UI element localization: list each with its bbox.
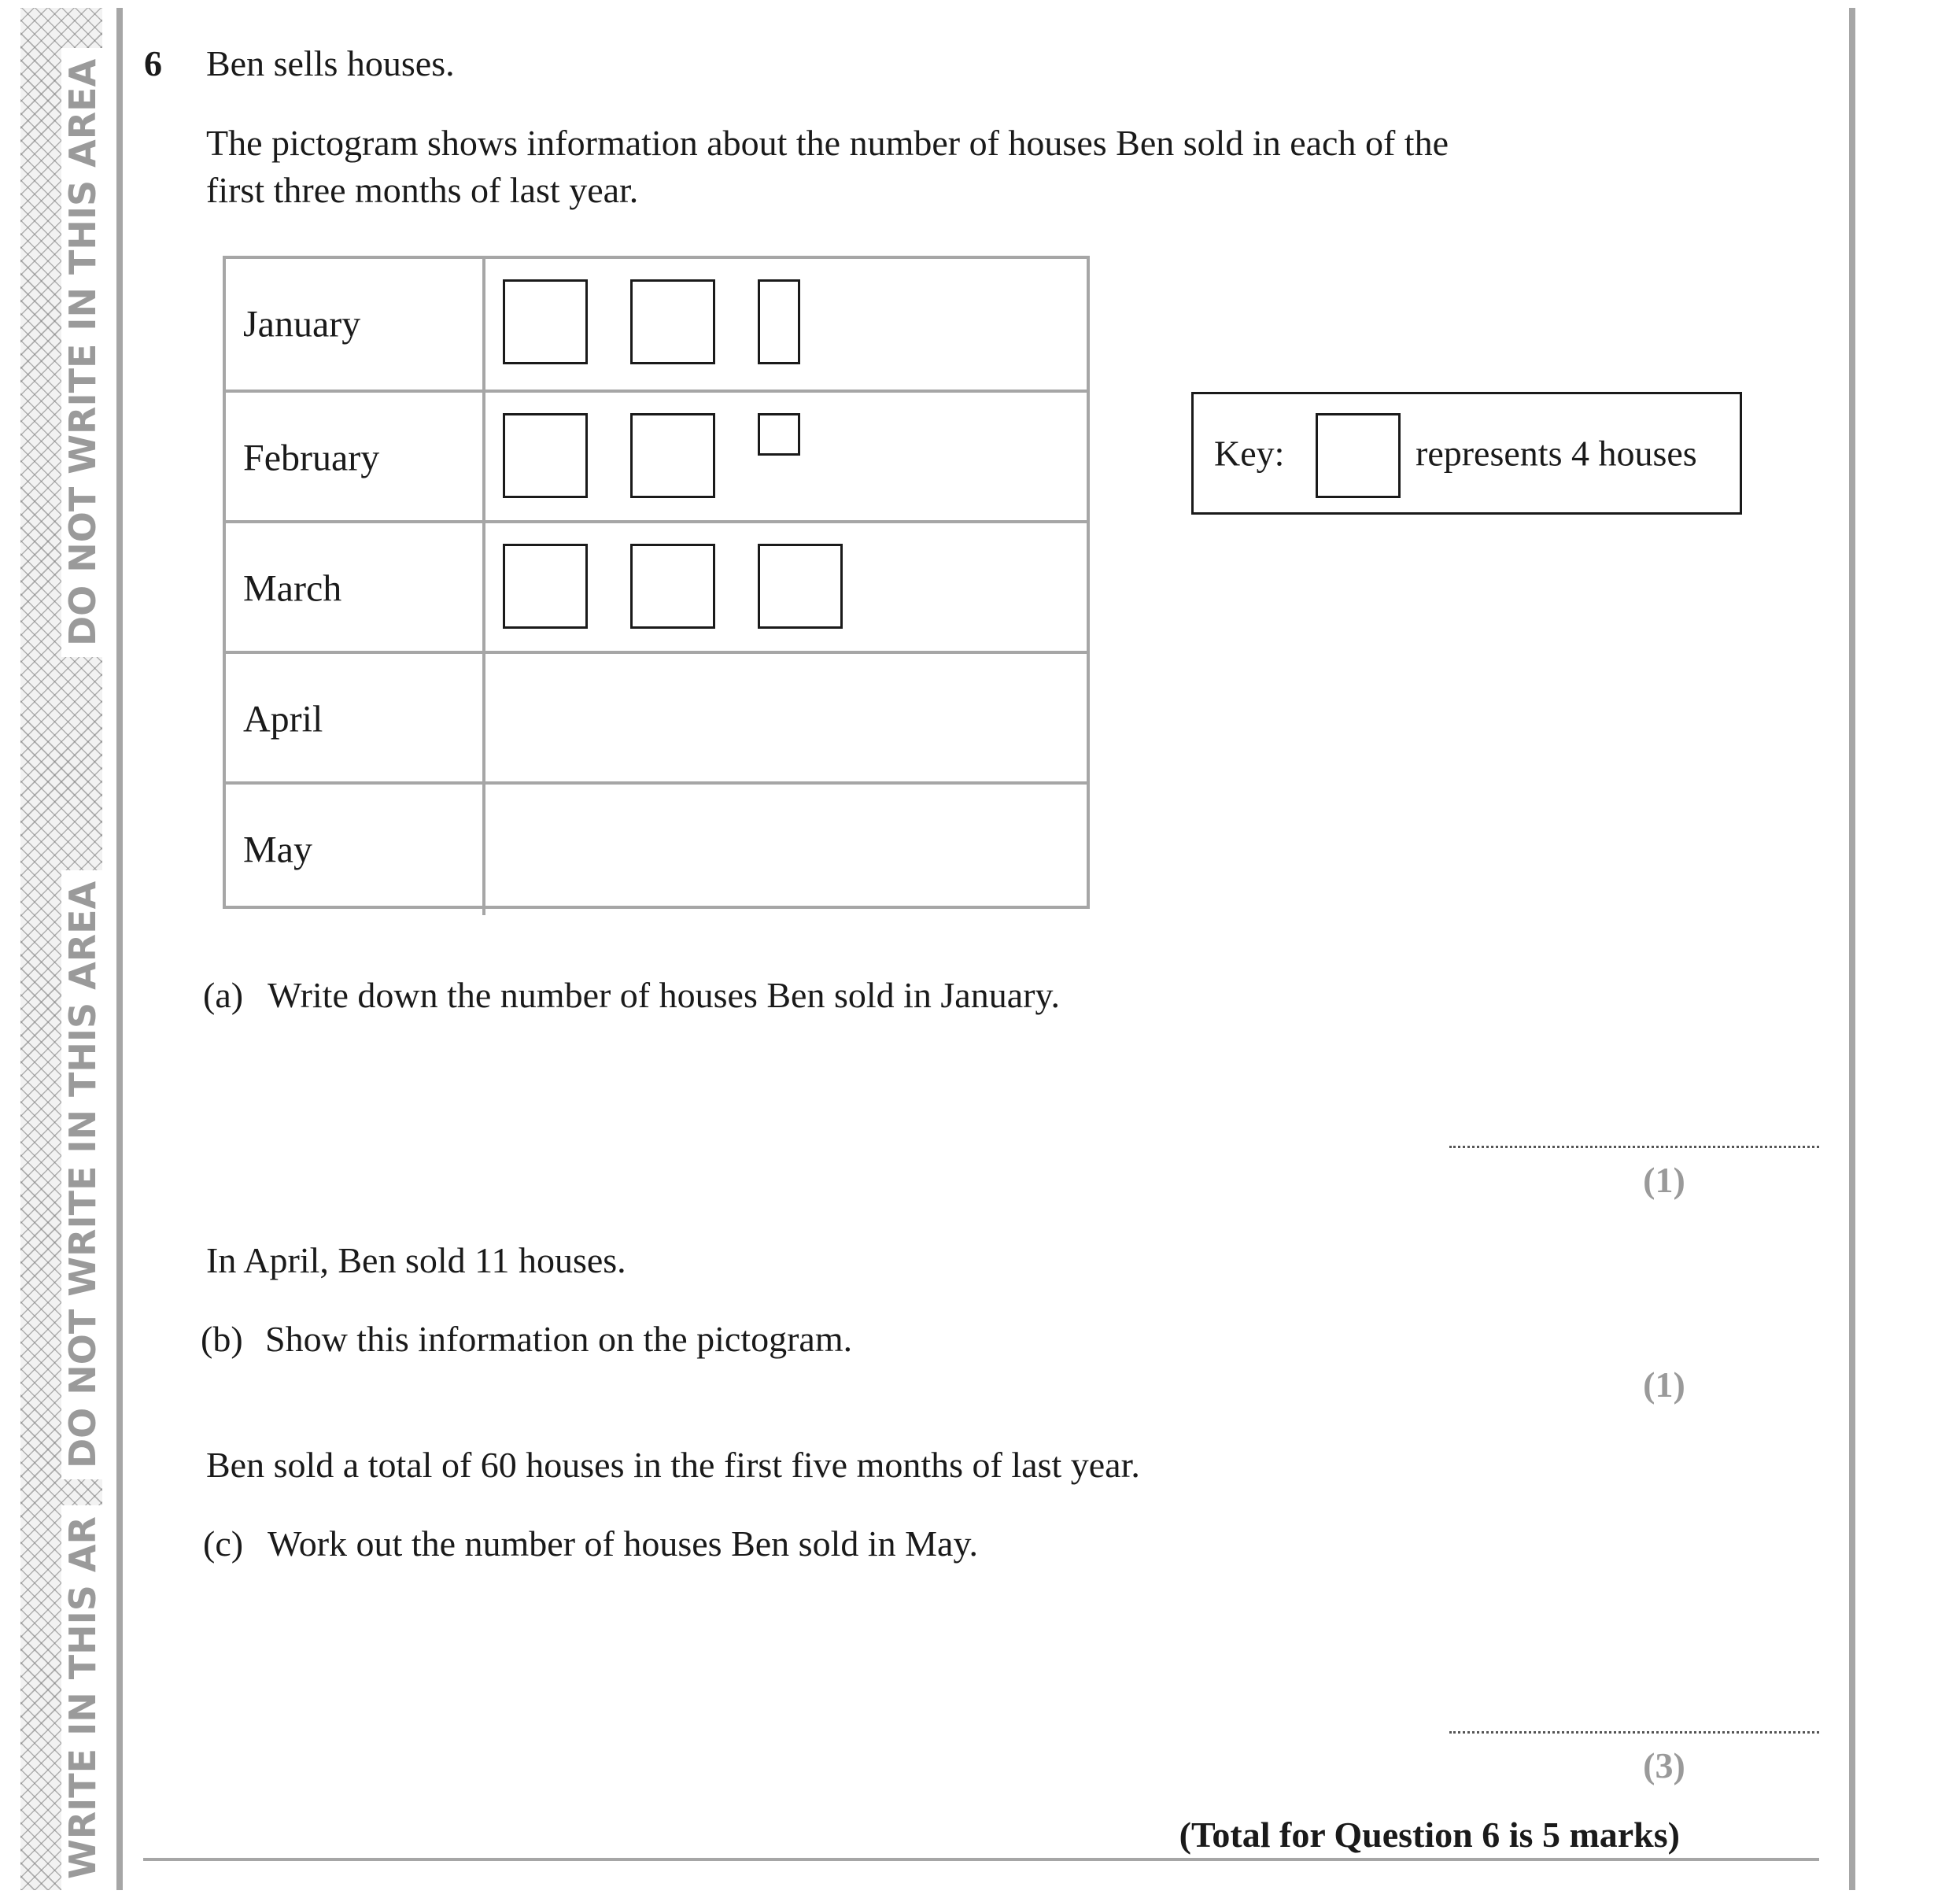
part-a-answer-line[interactable]	[1449, 1146, 1819, 1148]
part-c-context: Ben sold a total of 60 houses in the first five months of last year.	[206, 1445, 1140, 1485]
bottom-rule	[143, 1858, 1819, 1861]
house-symbol	[758, 413, 800, 456]
pictogram-row-april	[226, 651, 1087, 785]
key-label: Key:	[1214, 433, 1285, 474]
part-c-answer-line[interactable]	[1449, 1731, 1819, 1734]
pictogram-key	[1191, 392, 1742, 515]
month-cell	[226, 393, 485, 523]
part-b-letter: (b)	[201, 1319, 243, 1359]
house-symbol	[758, 544, 843, 629]
left-margin-rule	[116, 8, 123, 1890]
part-b-context: In April, Ben sold 11 houses.	[206, 1240, 626, 1280]
question-description-line1: The pictogram shows information about the number of houses Ben sold in each of the	[206, 123, 1449, 163]
symbol-cell[interactable]	[485, 654, 1087, 785]
question-intro: Ben sells houses.	[206, 43, 455, 83]
margin-notice-top: DO NOT WRITE IN THIS AREA	[61, 48, 104, 657]
part-a-marks: (1)	[1643, 1160, 1685, 1200]
question-total: (Total for Question 6 is 5 marks)	[1179, 1815, 1680, 1855]
part-b-text: Show this information on the pictogram.	[265, 1319, 853, 1359]
symbol-cell[interactable]	[485, 393, 1087, 523]
symbol-cell[interactable]	[485, 259, 1087, 390]
part-a-text: Write down the number of houses Ben sold in January.	[268, 975, 1060, 1015]
month-cell	[226, 654, 485, 785]
margin-notice-bottom: WRITE IN THIS AR	[61, 1505, 104, 1890]
house-symbol	[758, 279, 800, 364]
part-c-question	[203, 1521, 978, 1567]
house-symbol	[630, 413, 715, 498]
pictogram-row-may	[226, 781, 1087, 915]
part-b-marks: (1)	[1643, 1364, 1685, 1405]
pictogram-row-march	[226, 520, 1087, 654]
house-symbol	[503, 544, 588, 629]
month-label: May	[243, 829, 312, 871]
part-c-letter: (c)	[203, 1523, 244, 1564]
house-symbol	[503, 279, 588, 364]
house-symbol	[630, 279, 715, 364]
pictogram-row-january	[226, 259, 1087, 390]
month-label: April	[243, 698, 323, 740]
house-symbol	[503, 413, 588, 498]
month-cell	[226, 785, 485, 915]
pictogram-row-february	[226, 390, 1087, 523]
pictogram-table	[223, 256, 1090, 909]
month-cell	[226, 259, 485, 390]
part-a-letter: (a)	[203, 975, 244, 1015]
key-symbol	[1316, 413, 1401, 498]
symbol-cell[interactable]	[485, 523, 1087, 654]
part-b-question	[201, 1316, 852, 1362]
margin-notice-middle: DO NOT WRITE IN THIS AREA	[61, 870, 104, 1479]
question-number: 6	[144, 43, 162, 83]
right-margin-rule	[1849, 8, 1855, 1890]
month-label: March	[243, 567, 342, 610]
part-c-text: Work out the number of houses Ben sold in May.	[268, 1523, 978, 1564]
question-description-line2: first three months of last year.	[206, 170, 639, 210]
part-c-marks: (3)	[1643, 1745, 1685, 1785]
month-label: January	[243, 303, 361, 345]
house-symbol	[630, 544, 715, 629]
part-a-question	[203, 973, 1060, 1018]
symbol-cell[interactable]	[485, 785, 1087, 915]
month-cell	[226, 523, 485, 654]
key-text: represents 4 houses	[1416, 433, 1697, 474]
month-label: February	[243, 437, 380, 479]
